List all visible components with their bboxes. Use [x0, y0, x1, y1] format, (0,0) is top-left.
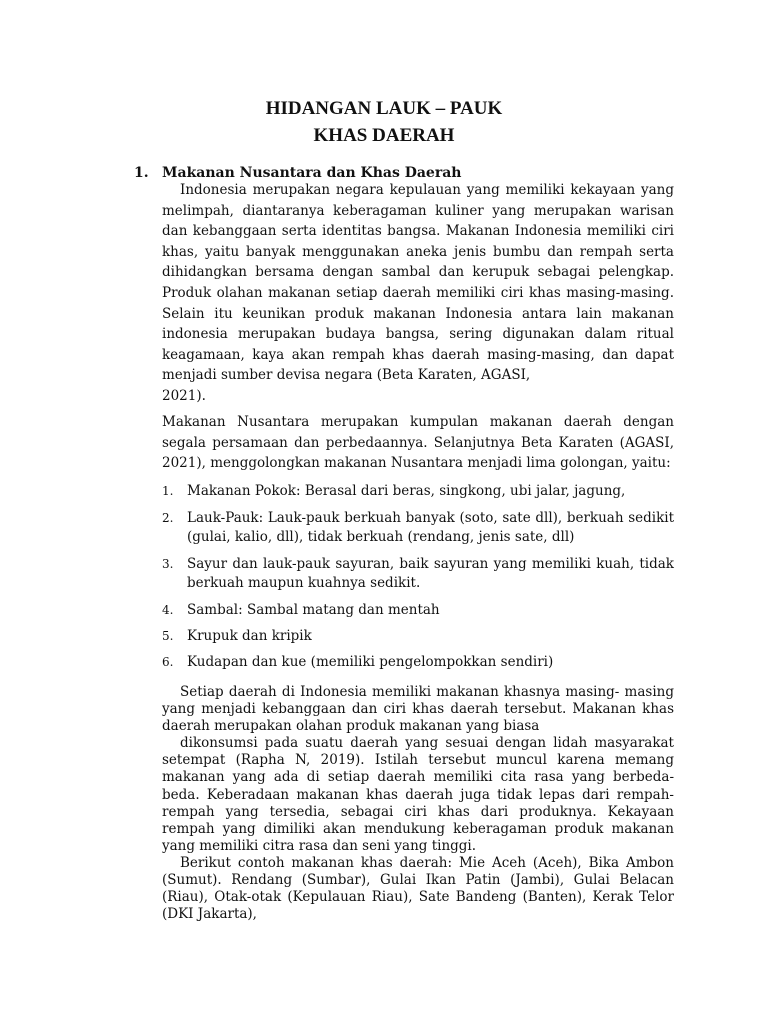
paragraph-intro: [162, 180, 674, 407]
paragraph-intro-text: Indonesia merupakan negara kepulauan yang memiliki kekayaan yang melimpah, diantaranya keberagaman kuliner yang merupakan warisan dan kebanggaan serta identitas bangsa. Makanan Indonesia memiliki ciri khas, yaitu banyak menggunakan aneka jenis bumbu dan rempah serta dihidangkan bersama dengan sambal dan kerupuk sebagai pelengkap. Produk olahan makanan setiap daerah memiliki ciri khas masing-masing. Selain itu keunikan produk makanan Indonesia antara lain makanan indonesia merupakan budaya bangsa, sering digunakan dalam ritual keagamaan, kaya akan rempah khas daerah masing-masing, dan dapat menjadi sumber devisa negara (Beta Karaten, AGASI,: [162, 182, 674, 384]
paragraph-classification: Makanan Nusantara merupakan kumpulan makanan daerah dengan segala persamaan dan perbedaannya. Selanjutnya Beta Karaten (AGASI, 2021), menggolongkan makanan Nusantara menjadi lima golongan, yaitu:: [162, 414, 674, 471]
list-item-number: 6.: [162, 655, 174, 669]
list-item-text: Sayur dan lauk-pauk sayuran, baik sayuran yang memiliki kuah, tidak berkuah maupun kuahnya sedikit.: [187, 556, 674, 591]
list-item-text: Krupuk dan kripik: [187, 628, 312, 644]
list-item-number: 5.: [162, 629, 174, 643]
section-number: 1.: [134, 165, 149, 181]
paragraph-regional-food-line: dikonsumsi pada suatu daerah yang sesuai dengan lidah masyarakat setempat (Rapha N, 2019). Istilah tersebut muncul karena memang makanan yang ada di setiap daerah memiliki cita rasa yang berbeda- beda. Keberadaan makanan khas daerah juga tidak lepas dari rempah- rempah yang tersedia, sebagai ciri khas dari produknya. Kekayaan rempah yang dimiliki akan mendukung keberagaman produk makanan yang memiliki citra rasa dan seni yang tinggi.: [162, 735, 674, 854]
list-item-text: Lauk-Pauk: Lauk-pauk berkuah banyak (soto, sate dll), berkuah sedikit (gulai, kalio, dll), tidak berkuah (rendang, jenis sate, dll): [187, 510, 674, 545]
document-title-line-2: KHAS DAERAH: [313, 125, 455, 146]
paragraph-regional-food-line: Setiap daerah di Indonesia memiliki makanan khasnya masing- masing yang menjadi kebanggaan dan ciri khas daerah tersebut. Makanan khas daerah merupakan olahan produk makanan yang biasa: [162, 684, 674, 735]
list-item: [162, 653, 674, 672]
list-item: [162, 482, 674, 501]
list-item-text: Makanan Pokok: Berasal dari beras, singkong, ubi jalar, jagung,: [187, 483, 626, 499]
paragraph-regional-food-line: Berikut contoh makanan khas daerah: Mie Aceh (Aceh), Bika Ambon (Sumut). Rendang (Sumbar), Gulai Ikan Patin (Jambi), Gulai Belacan (Riau), Otak-otak (Kepulauan Riau), Sate Bandeng (Banten), Kerak Telor (DKI Jakarta),: [162, 854, 674, 923]
list-item-text: Sambal: Sambal matang dan mentah: [187, 602, 440, 618]
section-heading-text: Makanan Nusantara dan Khas Daerah: [162, 165, 462, 181]
list-item: [162, 509, 674, 547]
list-item: [162, 555, 674, 593]
paragraph-regional-food: [162, 684, 674, 923]
list-item: [162, 627, 674, 646]
paragraph-intro-year: 2021).: [162, 387, 206, 404]
list-item-number: 3.: [162, 557, 174, 571]
list-item: [162, 601, 674, 620]
list-item-number: 4.: [162, 603, 174, 617]
list-item-number: 1.: [162, 484, 174, 498]
food-category-list: [162, 482, 674, 672]
document-title-line-1: HIDANGAN LAUK – PAUK: [265, 98, 503, 119]
list-item-number: 2.: [162, 511, 174, 525]
list-item-text: Kudapan dan kue (memiliki pengelompokkan sendiri): [187, 654, 554, 670]
